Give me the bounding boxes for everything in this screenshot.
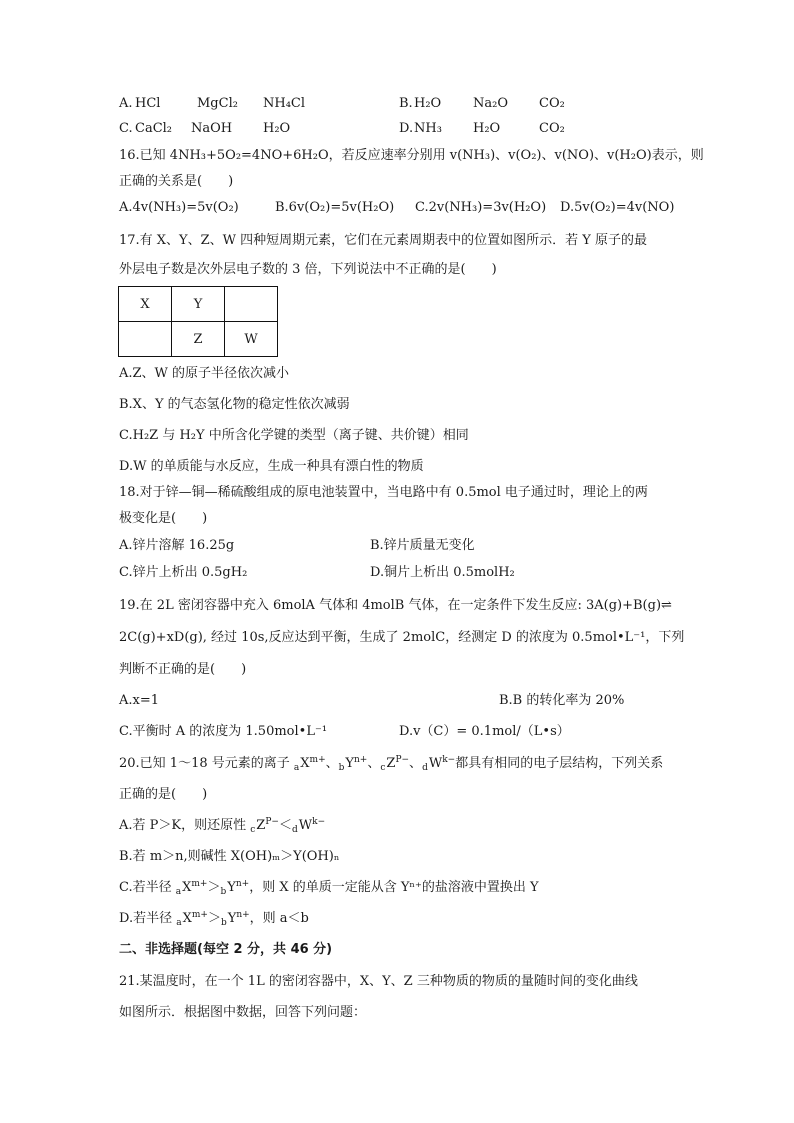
q15-option-a-item-2: MgCl₂ xyxy=(197,96,238,111)
q15-option-b-label: B. xyxy=(399,96,413,111)
q19-stem-line-2: 2C(g)+xD(g), 经过 10s,反应达到平衡，生成了 2molC，经测定 D 的浓度为 0.5mol•L⁻¹，下列 xyxy=(119,630,685,645)
q20-stem-line-1-end: 都具有相同的电子层结构，下列关系 xyxy=(455,756,664,771)
section-2-title: 二、非选择题(每空 2 分，共 46 分) xyxy=(119,942,333,957)
q17-stem-line-1: 17.有 X、Y、Z、W 四种短周期元素，它们在元素周期表中的位置如图所示．若 Y 原子的最 xyxy=(119,233,648,248)
cell-empty-2 xyxy=(119,322,172,357)
q15-option-c-label: C. xyxy=(119,121,133,136)
q15-option-d-label: D. xyxy=(399,121,414,136)
q15-option-d-item-2: H₂O xyxy=(473,121,501,136)
q16-option-b: B.6v(O₂)=5v(H₂O) xyxy=(275,200,395,215)
q15-option-a-label: A. xyxy=(119,96,133,111)
q20-option-d: D.若半径 $_aX^{m+}>_bY^{n+}$，则 a＜b xyxy=(119,910,309,928)
cell-x: X xyxy=(119,287,172,322)
q20-option-d-start: D.若半径 xyxy=(119,911,177,926)
q16-option-d: D.5v(O₂)=4v(NO) xyxy=(560,200,675,215)
q18-option-a: A.锌片溶解 16.25g xyxy=(119,538,235,553)
cell-y: Y xyxy=(172,287,225,322)
q15-option-a-item-1: HCl xyxy=(135,96,161,111)
cell-w: W xyxy=(225,322,278,357)
q16-option-c: C.2v(NH₃)=3v(H₂O) xyxy=(415,200,547,215)
q19-option-a: A.x=1 xyxy=(119,693,160,708)
q17-option-b: B.X、Y 的气态氢化物的稳定性依次减弱 xyxy=(119,397,350,412)
q16-stem-line-1: 16.已知 4NH₃+5O₂=4NO+6H₂O，若反应速率分别用 v(NH₃)、v(O₂)、v(NO)、v(H₂O)表示，则 xyxy=(119,148,704,163)
q15-option-d-item-3: CO₂ xyxy=(539,121,565,136)
q20-stem-line-1: 20.已知 1～18 号元素的离子 $_aX^{m+}$、$_bY^{n+}$、$_cZ^{P-}$、$_dW^{k-}$都具有相同的电子层结构，下列关系 xyxy=(119,755,664,773)
q18-stem-line-1: 18.对于锌—铜—稀硫酸组成的原电池装置中，当电路中有 0.5mol 电子通过时，理论上的两 xyxy=(119,485,648,500)
q15-option-b-item-3: CO₂ xyxy=(539,96,565,111)
q20-option-a-text: A.若 P＞K，则还原性 xyxy=(119,818,251,833)
q21-stem-line-1: 21.某温度时，在一个 1L 的密闭容器中，X、Y、Z 三种物质的物质的量随时间的变化曲线 xyxy=(119,974,638,989)
q18-stem-line-2: 极变化是( ) xyxy=(119,511,208,526)
q15-option-b-item-1: H₂O xyxy=(414,96,442,111)
q20-stem-line-2: 正确的是( ) xyxy=(119,787,208,802)
q18-option-b: B.锌片质量无变化 xyxy=(370,538,475,553)
q17-option-c: C.H₂Z 与 H₂Y 中所含化学键的类型（离子键、共价键）相同 xyxy=(119,428,469,443)
q19-stem-line-3: 判断不正确的是( ) xyxy=(119,662,247,677)
q17-stem-line-2: 外层电子数是次外层电子数的 3 倍，下列说法中不正确的是( ) xyxy=(119,262,497,277)
q16-stem-line-2: 正确的关系是( ) xyxy=(119,174,234,189)
q19-option-b: B.B 的转化率为 20% xyxy=(499,693,625,708)
q16-option-a: A.4v(NH₃)=5v(O₂) xyxy=(119,200,239,215)
q20-option-c-start: C.若半径 xyxy=(119,880,176,895)
q15-option-b-item-2: Na₂O xyxy=(473,96,508,111)
q15-option-c-item-2: NaOH xyxy=(191,121,233,136)
q19-option-d: D.v（C）= 0.1mol/（L•s） xyxy=(399,724,570,739)
q20-stem-line-1-start: 20.已知 1～18 号元素的离子 xyxy=(119,756,294,771)
cell-empty-1 xyxy=(225,287,278,322)
cell-z: Z xyxy=(172,322,225,357)
q20-option-c: C.若半径 $_aX^{m+}>_bY^{n+}$，则 X 的单质一定能从含 Yⁿ⁺的盐溶液中置换出 Y xyxy=(119,879,539,897)
q15-option-a-item-3: NH₄Cl xyxy=(263,96,306,111)
q20-option-b: B.若 m＞n,则碱性 X(OH)ₘ＞Y(OH)ₙ xyxy=(119,849,340,864)
q18-option-c: C.锌片上析出 0.5gH₂ xyxy=(119,565,248,580)
q21-stem-line-2: 如图所示．根据图中数据，回答下列问题： xyxy=(119,1005,367,1020)
q20-option-c-end: ，则 X 的单质一定能从含 Yⁿ⁺的盐溶液中置换出 Y xyxy=(249,880,539,895)
q15-option-c-item-1: CaCl₂ xyxy=(135,121,173,136)
q18-option-d: D.铜片上析出 0.5molH₂ xyxy=(370,565,515,580)
q17-option-d: D.W 的单质能与水反应，生成一种具有漂白性的物质 xyxy=(119,459,424,474)
q20-option-a: A.若 P＞K，则还原性 $_cZ^{P-}<_dW^{k-}$ xyxy=(119,817,326,835)
q15-option-d-item-1: NH₃ xyxy=(414,121,442,136)
q19-option-c: C.平衡时 A 的浓度为 1.50mol•L⁻¹ xyxy=(119,724,328,739)
q17-option-a: A.Z、W 的原子半径依次减小 xyxy=(119,366,290,381)
q15-option-c-item-3: H₂O xyxy=(263,121,291,136)
periodic-table-fragment xyxy=(118,286,278,357)
q19-stem-line-1: 19.在 2L 密闭容器中充入 6molA 气体和 4molB 气体，在一定条件下发生反应: 3A(g)+B(g)⇌ xyxy=(119,598,672,613)
q20-option-d-end: ，则 a＜b xyxy=(249,911,309,926)
